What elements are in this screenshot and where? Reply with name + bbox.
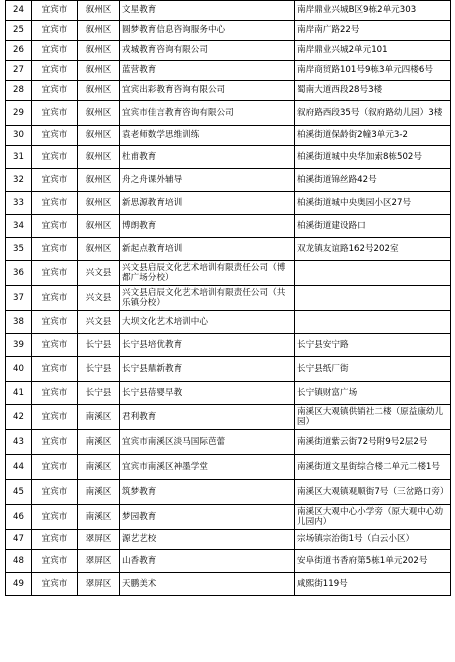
table-row: [6, 21, 451, 41]
address-cell: 南溪区大观镇供销社二楼（原益康幼儿园）: [295, 405, 451, 430]
city-cell: 宜宾市: [32, 1, 78, 21]
city-cell: 宜宾市: [32, 101, 78, 126]
city-cell: 宜宾市: [32, 357, 78, 382]
address-cell: 柏溪街道建设路口: [295, 215, 451, 238]
city-cell: 宜宾市: [32, 215, 78, 238]
district-cell: 叙州区: [78, 238, 120, 261]
row-number-cell: 24: [6, 1, 32, 21]
institution-name-cell: 文星教育: [120, 1, 295, 21]
district-cell: 叙州区: [78, 101, 120, 126]
table-row: [6, 530, 451, 550]
institution-name-cell: 长宁县蓓婴早教: [120, 382, 295, 405]
table-row: [6, 41, 451, 61]
address-cell: 南岸鼎业兴城B区9栋2单元303: [295, 1, 451, 21]
row-number-cell: 43: [6, 430, 32, 455]
institution-name-cell: 宜宾市南溪区神墨学堂: [120, 455, 295, 480]
row-number-cell: 39: [6, 334, 32, 357]
table-row: [6, 480, 451, 505]
city-cell: 宜宾市: [32, 126, 78, 146]
table-row: [6, 311, 451, 334]
institution-name-cell: 圆梦教育信息咨询服务中心: [120, 21, 295, 41]
address-cell: [295, 311, 451, 334]
row-number-cell: 46: [6, 505, 32, 530]
city-cell: 宜宾市: [32, 192, 78, 215]
institution-name-cell: 新起点教育培训: [120, 238, 295, 261]
row-number-cell: 41: [6, 382, 32, 405]
table-row: [6, 215, 451, 238]
institution-name-cell: 筑梦教育: [120, 480, 295, 505]
district-cell: 兴文县: [78, 311, 120, 334]
institution-name-cell: 梦园教育: [120, 505, 295, 530]
institution-name-cell: 源艺艺校: [120, 530, 295, 550]
district-cell: 翠屏区: [78, 530, 120, 550]
address-cell: 长宁县安宁路: [295, 334, 451, 357]
institution-name-cell: 长宁县鼎新教育: [120, 357, 295, 382]
city-cell: 宜宾市: [32, 21, 78, 41]
address-cell: 南岸鼎业兴城2单元101: [295, 41, 451, 61]
row-number-cell: 40: [6, 357, 32, 382]
address-cell: 南岸商贸路101号9栋3单元四楼6号: [295, 61, 451, 81]
institution-name-cell: 新思源教育培训: [120, 192, 295, 215]
city-cell: 宜宾市: [32, 550, 78, 573]
address-cell: 柏溪街道锦丝路42号: [295, 169, 451, 192]
address-cell: 长宁县纸厂街: [295, 357, 451, 382]
district-cell: 翠屏区: [78, 573, 120, 596]
row-number-cell: 31: [6, 146, 32, 169]
district-cell: 长宁县: [78, 334, 120, 357]
district-cell: 翠屏区: [78, 550, 120, 573]
row-number-cell: 45: [6, 480, 32, 505]
institution-name-cell: 兴文县启辰文化艺术培训有限责任公司（博都广场分校）: [120, 261, 295, 286]
row-number-cell: 32: [6, 169, 32, 192]
district-cell: 长宁县: [78, 357, 120, 382]
institution-name-cell: 舟之舟课外辅导: [120, 169, 295, 192]
table-row: [6, 238, 451, 261]
institution-table-container: [5, 0, 450, 596]
institution-name-cell: 大坝文化艺术培训中心: [120, 311, 295, 334]
city-cell: 宜宾市: [32, 573, 78, 596]
table-row: [6, 286, 451, 311]
district-cell: 叙州区: [78, 169, 120, 192]
table-row: [6, 455, 451, 480]
table-row: [6, 169, 451, 192]
address-cell: [295, 261, 451, 286]
address-cell: 柏溪街道城中央华加索8栋502号: [295, 146, 451, 169]
table-row: [6, 126, 451, 146]
district-cell: 叙州区: [78, 41, 120, 61]
institution-name-cell: 宜宾出彩教育咨询有限公司: [120, 81, 295, 101]
address-cell: 双龙镇友谊路162号202室: [295, 238, 451, 261]
row-number-cell: 26: [6, 41, 32, 61]
institution-name-cell: 袁老师数学思维训练: [120, 126, 295, 146]
table-row: [6, 146, 451, 169]
address-cell: 安阜街道书香府第5栋1单元202号: [295, 550, 451, 573]
table-row: [6, 61, 451, 81]
address-cell: 南溪区大观中心小学旁（原大观中心幼儿园内）: [295, 505, 451, 530]
city-cell: 宜宾市: [32, 81, 78, 101]
city-cell: 宜宾市: [32, 311, 78, 334]
district-cell: 南溪区: [78, 505, 120, 530]
table-row: [6, 357, 451, 382]
institution-name-cell: 宜宾市佳言教育咨询有限公司: [120, 101, 295, 126]
address-cell: [295, 286, 451, 311]
address-cell: 南溪街道紫云街72号附9号2层2号: [295, 430, 451, 455]
district-cell: 南溪区: [78, 480, 120, 505]
city-cell: 宜宾市: [32, 480, 78, 505]
row-number-cell: 34: [6, 215, 32, 238]
district-cell: 叙州区: [78, 21, 120, 41]
district-cell: 叙州区: [78, 146, 120, 169]
institution-name-cell: 山香教育: [120, 550, 295, 573]
district-cell: 兴文县: [78, 286, 120, 311]
address-cell: 宗场镇宗治街1号（白云小区）: [295, 530, 451, 550]
row-number-cell: 47: [6, 530, 32, 550]
institution-name-cell: 长宁县培优教育: [120, 334, 295, 357]
city-cell: 宜宾市: [32, 41, 78, 61]
city-cell: 宜宾市: [32, 505, 78, 530]
city-cell: 宜宾市: [32, 430, 78, 455]
institution-name-cell: 宜宾市南溪区淡马国际芭蕾: [120, 430, 295, 455]
table-row: [6, 430, 451, 455]
row-number-cell: 35: [6, 238, 32, 261]
table-row: [6, 81, 451, 101]
table-row: [6, 550, 451, 573]
table-row: [6, 334, 451, 357]
table-row: [6, 573, 451, 596]
city-cell: 宜宾市: [32, 286, 78, 311]
row-number-cell: 29: [6, 101, 32, 126]
address-cell: 咸熙街119号: [295, 573, 451, 596]
city-cell: 宜宾市: [32, 146, 78, 169]
row-number-cell: 27: [6, 61, 32, 81]
city-cell: 宜宾市: [32, 169, 78, 192]
table-row: [6, 382, 451, 405]
city-cell: 宜宾市: [32, 238, 78, 261]
institution-table-body: [6, 1, 451, 596]
district-cell: 叙州区: [78, 81, 120, 101]
institution-table: [5, 0, 451, 596]
row-number-cell: 30: [6, 126, 32, 146]
address-cell: 柏溪街道城中央奥园小区27号: [295, 192, 451, 215]
institution-name-cell: 杜甫教育: [120, 146, 295, 169]
institution-name-cell: 天鹏美术: [120, 573, 295, 596]
address-cell: 蜀南大道西段28号3楼: [295, 81, 451, 101]
district-cell: 叙州区: [78, 1, 120, 21]
district-cell: 南溪区: [78, 430, 120, 455]
city-cell: 宜宾市: [32, 382, 78, 405]
institution-name-cell: 君利教育: [120, 405, 295, 430]
address-cell: 柏溪街道保龄街2幢3单元3-2: [295, 126, 451, 146]
district-cell: 叙州区: [78, 192, 120, 215]
institution-name-cell: 蓝营教育: [120, 61, 295, 81]
district-cell: 南溪区: [78, 455, 120, 480]
district-cell: 叙州区: [78, 61, 120, 81]
address-cell: 南溪区大观镇观顺街7号（三岔路口旁）: [295, 480, 451, 505]
city-cell: 宜宾市: [32, 261, 78, 286]
row-number-cell: 37: [6, 286, 32, 311]
row-number-cell: 25: [6, 21, 32, 41]
table-row: [6, 1, 451, 21]
row-number-cell: 33: [6, 192, 32, 215]
row-number-cell: 42: [6, 405, 32, 430]
city-cell: 宜宾市: [32, 455, 78, 480]
table-row: [6, 405, 451, 430]
table-row: [6, 505, 451, 530]
table-row: [6, 261, 451, 286]
row-number-cell: 38: [6, 311, 32, 334]
institution-name-cell: 博朗教育: [120, 215, 295, 238]
district-cell: 南溪区: [78, 405, 120, 430]
district-cell: 兴文县: [78, 261, 120, 286]
table-row: [6, 101, 451, 126]
city-cell: 宜宾市: [32, 334, 78, 357]
institution-name-cell: 戎城教育咨询有限公司: [120, 41, 295, 61]
row-number-cell: 28: [6, 81, 32, 101]
table-row: [6, 192, 451, 215]
district-cell: 长宁县: [78, 382, 120, 405]
city-cell: 宜宾市: [32, 61, 78, 81]
address-cell: 南岸南广路22号: [295, 21, 451, 41]
address-cell: 南溪街道文星街综合楼二单元二楼1号: [295, 455, 451, 480]
district-cell: 叙州区: [78, 126, 120, 146]
district-cell: 叙州区: [78, 215, 120, 238]
city-cell: 宜宾市: [32, 405, 78, 430]
city-cell: 宜宾市: [32, 530, 78, 550]
row-number-cell: 49: [6, 573, 32, 596]
row-number-cell: 48: [6, 550, 32, 573]
address-cell: 长宁镇财富广场: [295, 382, 451, 405]
institution-name-cell: 兴文县启辰文化艺术培训有限责任公司（共乐镇分校）: [120, 286, 295, 311]
address-cell: 叙府路西段35号（叙府路幼儿园）3楼: [295, 101, 451, 126]
row-number-cell: 36: [6, 261, 32, 286]
row-number-cell: 44: [6, 455, 32, 480]
